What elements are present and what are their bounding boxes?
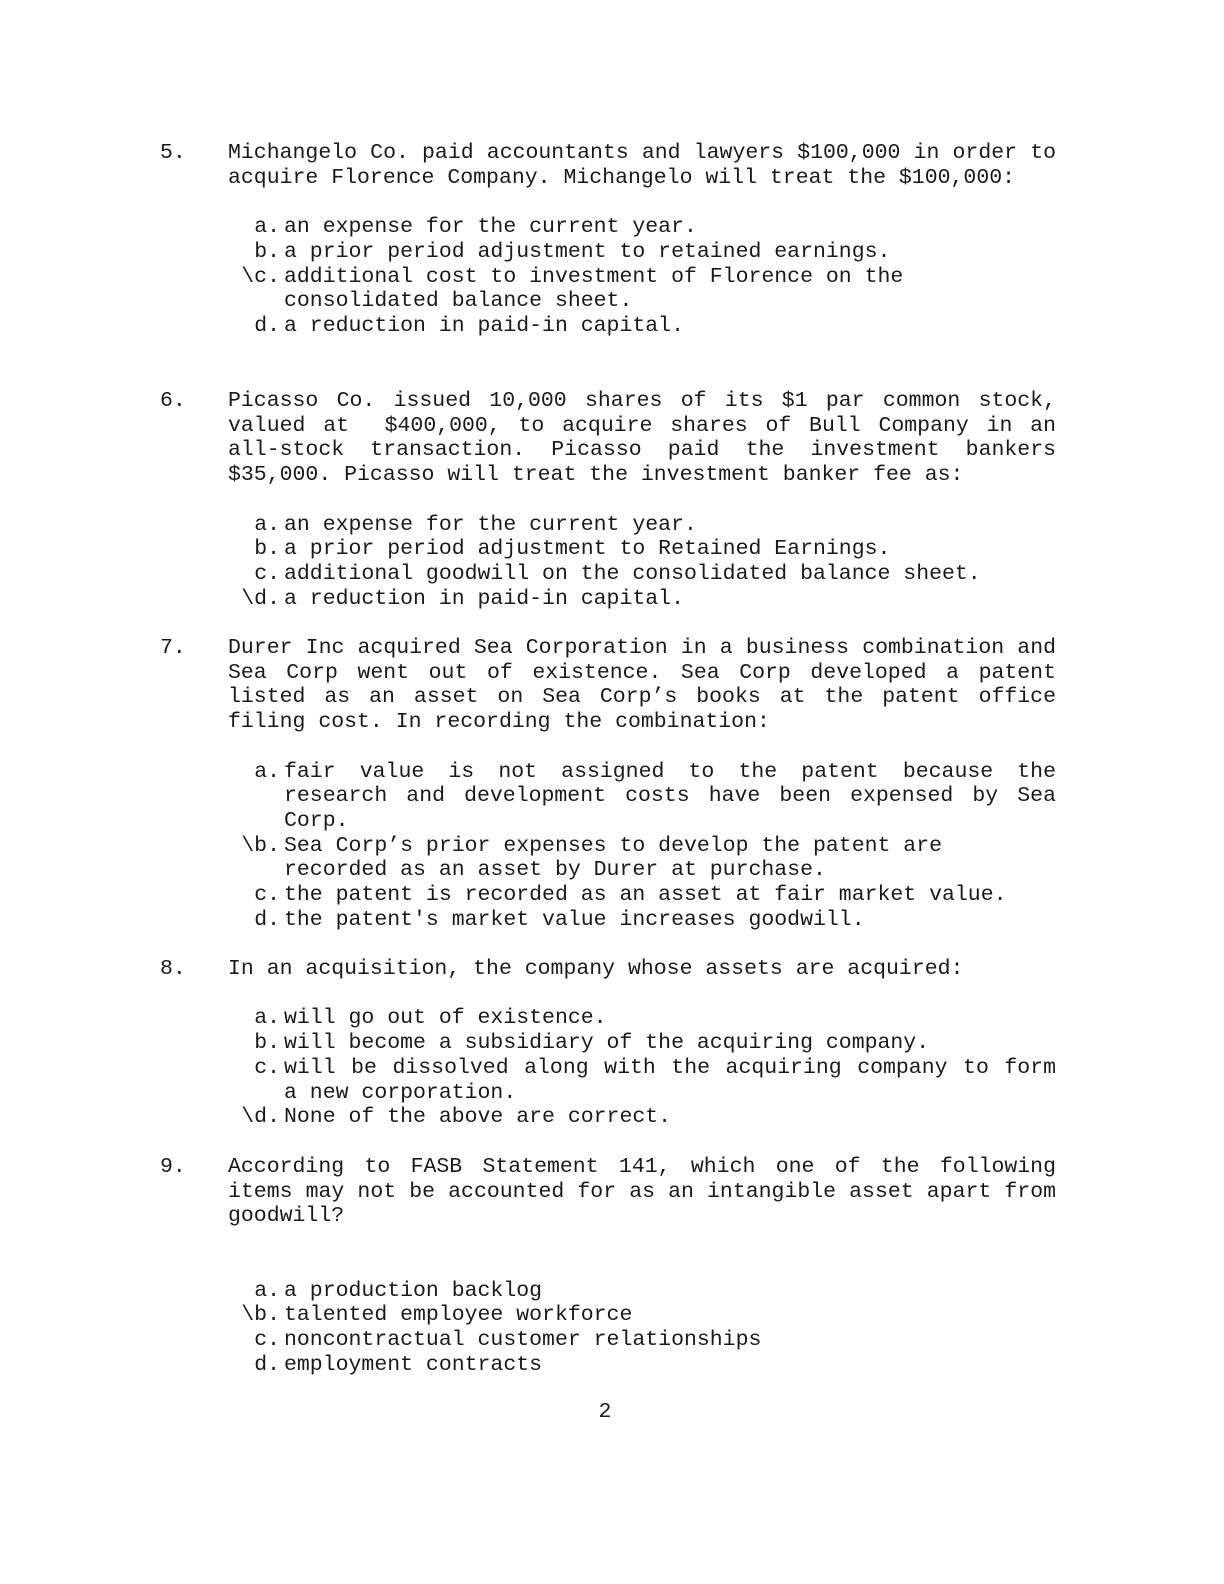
option-letter: a.: [254, 215, 280, 240]
option-letter: c.: [254, 883, 280, 908]
answer-options: [160, 513, 1060, 612]
option-letter: c.: [254, 1055, 280, 1080]
option-text: a reduction in paid-in capital.: [284, 586, 684, 611]
option-letter: \d.: [241, 1105, 280, 1130]
question-text: In an acquisition, the company whose assets are acquired:: [228, 957, 964, 981]
answer-option-a: [160, 760, 1060, 834]
option-text: a reduction in paid-in capital.: [284, 313, 684, 338]
option-letter: c.: [254, 1327, 280, 1352]
answer-option-b: [160, 537, 1060, 562]
option-text: a production backlog: [284, 1278, 543, 1303]
question-text: Michangelo Co. paid accountants and lawyers $100,000 in order to acquire Florence Company. Michangelo will treat the $100,000:: [228, 141, 1056, 190]
answer-option-d: [160, 1353, 1060, 1378]
option-text: an expense for the current year.: [284, 215, 697, 240]
answer-option-a: [160, 1006, 1060, 1031]
answer-option-b: [160, 240, 1060, 265]
answer-options: [160, 215, 1060, 339]
option-letter: d.: [254, 907, 280, 932]
question-number: 6.: [160, 389, 186, 413]
answer-option-c: [160, 265, 1060, 314]
answer-option-c: [160, 1328, 1060, 1353]
option-letter: a.: [254, 1278, 280, 1303]
question-9: [160, 1155, 1060, 1377]
option-text: talented employee workforce: [284, 1303, 633, 1328]
answer-option-b: [160, 1303, 1060, 1328]
question-7: [160, 636, 1060, 932]
question-8: [160, 957, 1060, 1130]
option-letter: b.: [254, 537, 280, 562]
option-letter: a.: [254, 1006, 280, 1031]
page-number: 2: [598, 1400, 612, 1424]
option-text: the patent is recorded as an asset at fair market value.: [284, 883, 1007, 908]
question-number: 8.: [160, 957, 186, 981]
answer-option-d: [160, 1105, 1060, 1130]
question-text: According to FASB Statement 141, which one of the following items may not be accounted for as an intangible asset apart from goodwill?: [228, 1155, 1056, 1229]
answer-options: [160, 760, 1060, 933]
question-6: [160, 389, 1069, 611]
question-number: 9.: [160, 1155, 186, 1179]
option-letter: \b.: [241, 833, 280, 858]
answer-options: [160, 1006, 1060, 1130]
option-text: additional cost to investment of Florence on the consolidated balance sheet.: [284, 264, 904, 314]
option-text: the patent's market value increases goodwill.: [284, 907, 865, 932]
option-letter: c.: [254, 561, 280, 586]
option-text: additional goodwill on the consolidated balance sheet.: [284, 561, 981, 586]
answer-option-d: [160, 587, 1060, 612]
answer-option-a: [160, 513, 1060, 538]
answer-option-b: [160, 834, 1060, 883]
answer-option-a: [160, 1279, 1060, 1304]
option-letter: \b.: [241, 1303, 280, 1328]
answer-option-c: [160, 562, 1060, 587]
answer-option-b: [160, 1031, 1060, 1056]
option-letter: \c.: [241, 264, 280, 289]
question-text: Durer Inc acquired Sea Corporation in a business combination and Sea Corp went out of existence. Sea Corp developed a patent listed as an asset on Sea Corp’s books at the patent office filing cost. In recording the combination:: [228, 636, 1056, 735]
option-text: Sea Corp’s prior expenses to develop the patent are recorded as an asset by Durer at purchase.: [284, 833, 943, 883]
option-letter: \d.: [241, 586, 280, 611]
option-letter: b.: [254, 1031, 280, 1056]
question-text: Picasso Co. issued 10,000 shares of its $1 par common stock, valued at $400,000, to acquire shares of Bull Company in an all-stock transaction. Picasso paid the investment bankers $35,000. Picasso will treat the investment banker fee as:: [228, 389, 1069, 488]
question-number: 7.: [160, 636, 186, 660]
answer-option-d: [160, 314, 1060, 339]
answer-option-a: [160, 215, 1060, 240]
option-text: will be dissolved along with the acquiring company to form a new corporation.: [284, 1055, 1056, 1105]
option-text: employment contracts: [284, 1352, 543, 1377]
answer-options: [160, 1279, 1060, 1378]
answer-option-d: [160, 908, 1060, 933]
option-text: an expense for the current year.: [284, 512, 697, 537]
option-letter: d.: [254, 1352, 280, 1377]
option-text: fair value is not assigned to the patent because the research and development costs have been expensed by Sea Corp.: [284, 759, 1056, 833]
option-letter: d.: [254, 313, 280, 338]
option-text: a prior period adjustment to Retained Earnings.: [284, 537, 891, 562]
question-number: 5.: [160, 141, 186, 165]
option-text: will go out of existence.: [284, 1006, 607, 1031]
option-letter: a.: [254, 759, 280, 784]
answer-option-c: [160, 1056, 1060, 1105]
answer-option-c: [160, 883, 1060, 908]
option-text: a prior period adjustment to retained earnings.: [284, 239, 891, 264]
question-5: [160, 141, 1060, 339]
option-text: noncontractual customer relationships: [284, 1327, 762, 1352]
option-text: None of the above are correct.: [284, 1105, 672, 1130]
option-letter: a.: [254, 512, 280, 537]
option-text: will become a subsidiary of the acquiring company.: [284, 1031, 930, 1056]
option-letter: b.: [254, 239, 280, 264]
